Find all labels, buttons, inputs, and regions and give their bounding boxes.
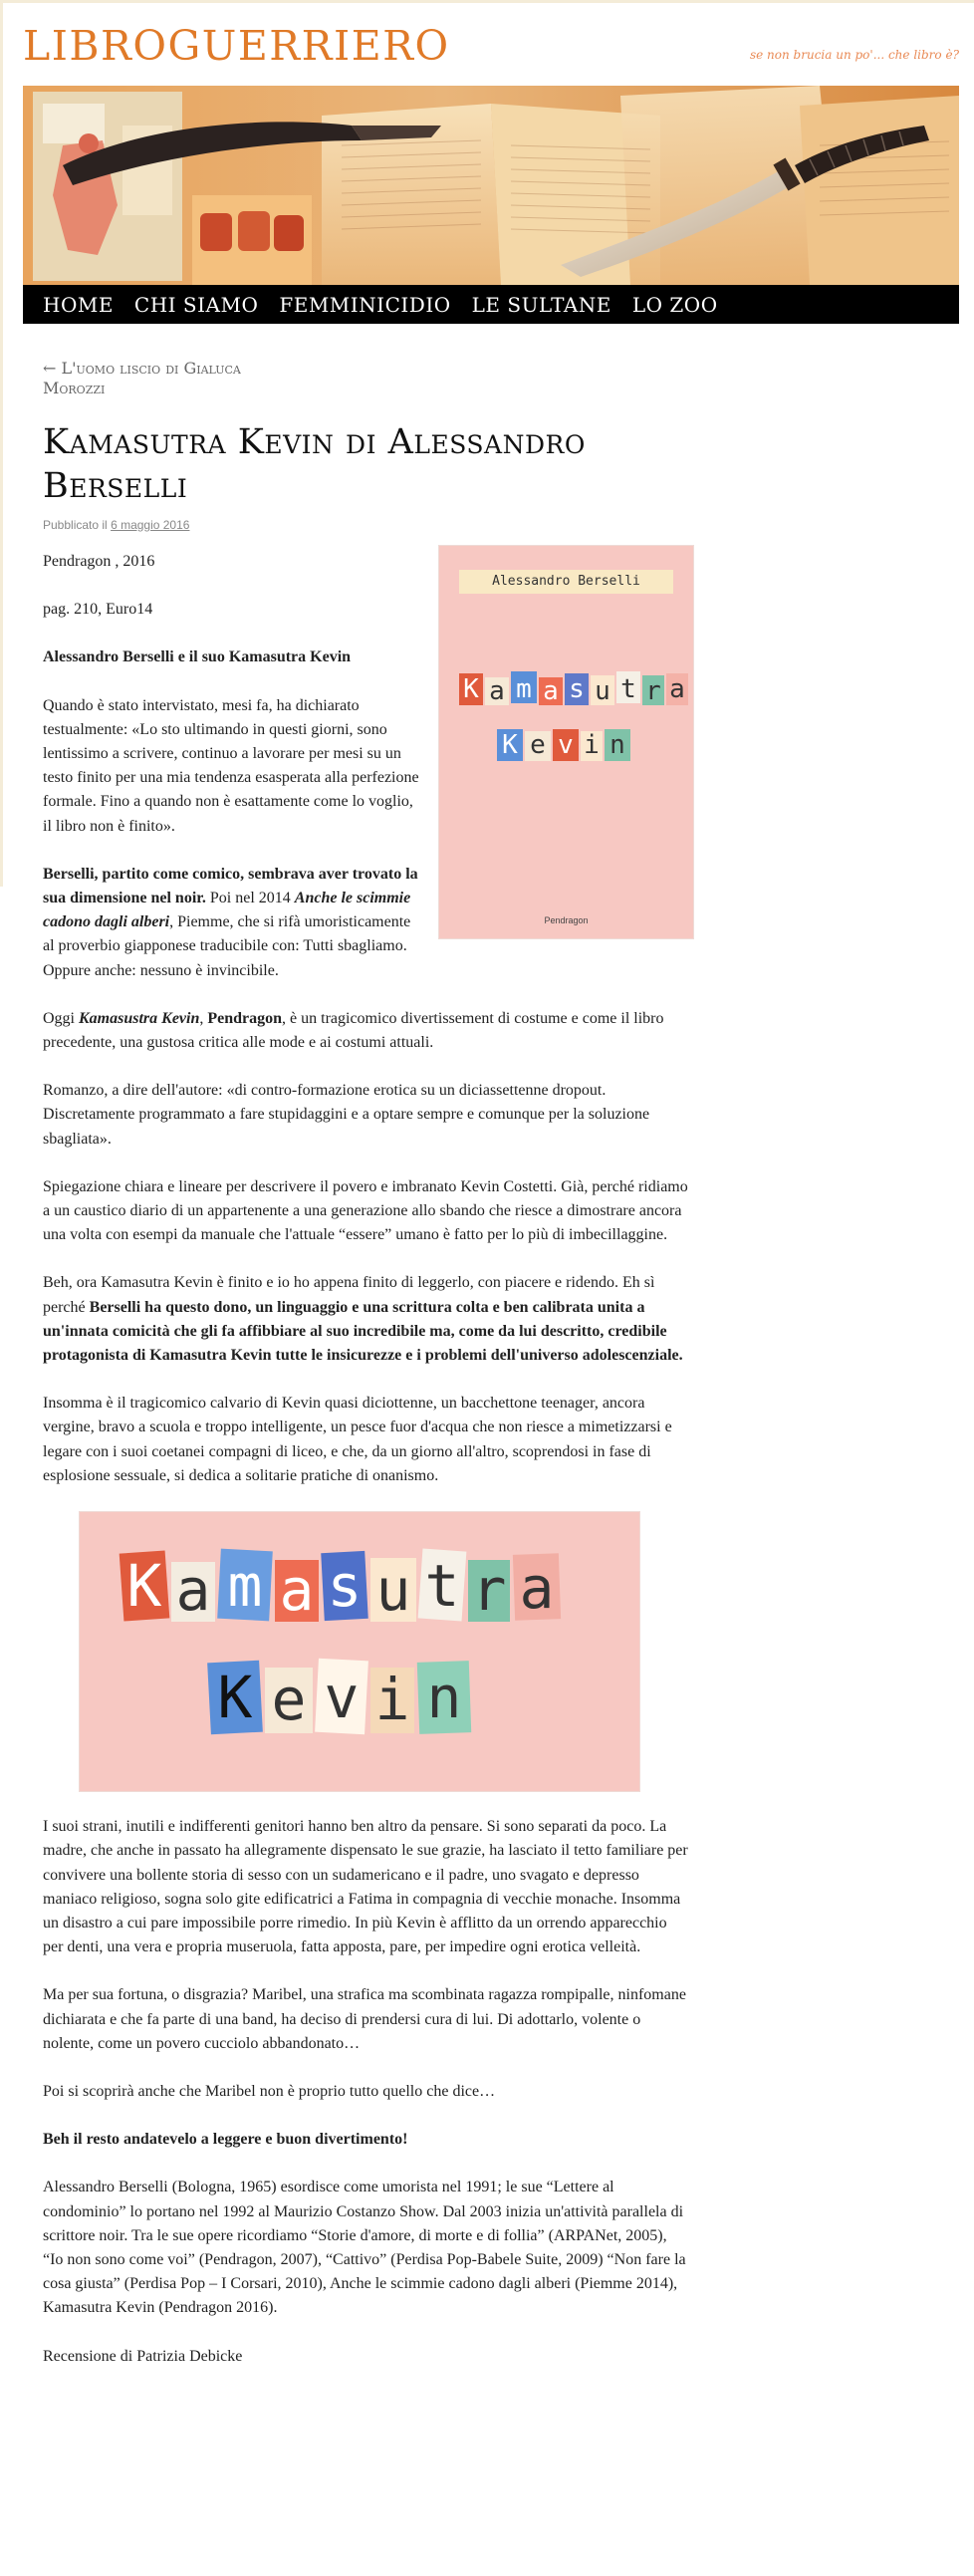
svg-text:K: K	[126, 1552, 162, 1621]
nav-item-femminicidio[interactable]: FEMMINICIDIO	[279, 292, 451, 317]
svg-text:s: s	[569, 674, 585, 704]
text-run: Poi nel 2014	[205, 890, 295, 907]
banner-illustration	[23, 86, 959, 285]
svg-text:r: r	[645, 676, 661, 706]
svg-text:t: t	[424, 1552, 460, 1621]
svg-text:i: i	[584, 730, 600, 760]
svg-text:r: r	[471, 1556, 507, 1625]
paragraph-interview: Quando è stato intervistato, mesi fa, ha dichiarato testualmente: «Lo sto ultimando in questi giorni, sono lentissimo a scrivere, continuo a lavorare per mesi su un testo finito per una mia tendenza esasperata alla perfezione formale. Fino a quando non è esattamente come lo voglio, il libro non è finito».	[43, 696, 419, 835]
paragraph-explanation: Spiegazione chiara e lineare per descrivere il povero e imbranato Kevin Costetti. Già, perché ridiamo a un caustico diario di un appartenente a una generazione allo sbando che riesce a dimostrare ancora una volta con esempi da manuale che l'attuale “essere” umano è fatto per lo più di imbecillaggine.	[43, 1177, 688, 1244]
book-cover-image	[439, 546, 693, 938]
cover-author: Alessandro Berselli	[459, 570, 673, 594]
svg-text:v: v	[324, 1664, 360, 1732]
page	[23, 0, 959, 2365]
bold-text: Berselli, partito come comico, sembrava aver trovato la sua dimensione nel noir.	[43, 865, 418, 907]
published-label: Pubblicato il	[43, 518, 108, 532]
paragraph-pages-price: pag. 210, Euro14	[43, 601, 153, 619]
text-run: Oggi	[43, 1009, 79, 1027]
site-title[interactable]: LIBROGUERRIERO	[23, 22, 450, 70]
svg-text:u: u	[595, 676, 610, 706]
paragraph-finished	[43, 1271, 690, 1368]
svg-text:n: n	[609, 730, 625, 760]
kamasutra-kevin-image	[80, 1512, 639, 1791]
main-navigation	[23, 285, 959, 324]
svg-text:a: a	[175, 1556, 211, 1625]
paragraph-today	[43, 1007, 690, 1055]
previous-post-link[interactable]: ← L'uomo liscio di Gialuca Morozzi	[43, 359, 241, 397]
svg-text:s: s	[327, 1552, 363, 1621]
svg-text:i: i	[374, 1666, 410, 1734]
site-tagline: se non brucia un po'... che libro è?	[749, 48, 959, 62]
bold-text: Pendragon	[207, 1009, 283, 1027]
paragraph-maribel: Ma per sua fortuna, o disgrazia? Maribel, una strafica ma scombinata ragazza rompipalle, ninfomane dichiarata e che fa parte di una band, ha deciso di prendersi cura di lui. Di adottarlo, volente o nolente, come un povero cucciolo abbandonato…	[43, 1986, 686, 2052]
post-content	[43, 359, 690, 2393]
nav-item-chi-siamo[interactable]: CHI SIAMO	[133, 292, 259, 317]
svg-text:a: a	[543, 676, 559, 706]
paragraph-review-credit: Recensione di Patrizia Debicke	[43, 2347, 243, 2365]
post-date-link[interactable]: 6 maggio 2016	[111, 518, 190, 532]
svg-text:u: u	[375, 1556, 411, 1625]
text-run: ,	[199, 1009, 208, 1027]
bold-text: Berselli ha questo dono, un linguaggio e una scrittura colta e ben calibrata unita a un'innata comicità che gli fa affibbiare al suo incredibile ma, come da lui descritto, credibile protagonista di Kamasutra Kevin tutte le insicurezze e i problemi dell'universo adolescenziale.	[43, 1298, 683, 1365]
svg-text:K: K	[217, 1664, 253, 1732]
text-run: , è un tragicomico divertissement di costume e come il libro precedente, una gustosa critica alle mode e ai costumi attuali.	[43, 1009, 664, 1052]
svg-text:m: m	[516, 674, 532, 704]
svg-text:a: a	[279, 1556, 315, 1625]
svg-text:n: n	[426, 1664, 462, 1732]
nav-item-home[interactable]: HOME	[43, 292, 114, 317]
text-run: Beh, ora Kamasutra Kevin è finito e io ho appena finito di leggerlo, con piacere e ridendo. Eh sì perché	[43, 1274, 655, 1316]
paragraph-enjoy	[43, 2128, 690, 2152]
post-body	[43, 550, 690, 2369]
cover-publisher: Pendragon	[544, 914, 589, 925]
svg-text:t: t	[620, 674, 636, 704]
svg-text:a: a	[519, 1554, 555, 1623]
paragraph-discovery: Poi si scoprirà anche che Maribel non è proprio tutto quello che dice…	[43, 2082, 496, 2100]
nav-item-lo-zoo[interactable]: LO ZOO	[631, 292, 718, 317]
nav-item-le-sultane[interactable]: LE SULTANE	[471, 292, 611, 317]
cover-letter: K	[463, 674, 479, 704]
post-title: Kamasutra Kevin di Alessandro Berselli	[43, 422, 586, 506]
svg-text:v: v	[558, 730, 574, 760]
header-banner-image	[23, 86, 959, 285]
site-header	[23, 0, 959, 86]
cover-title-art	[439, 546, 693, 938]
bold-text: Beh il resto andatevelo a leggere e buon divertimento!	[43, 2131, 408, 2149]
post-meta	[43, 518, 690, 532]
left-border	[0, 0, 3, 887]
svg-text:e: e	[271, 1666, 307, 1734]
svg-text:e: e	[530, 730, 546, 760]
svg-text:a: a	[489, 676, 505, 706]
svg-text:m: m	[227, 1552, 263, 1621]
paragraph-publisher: Pendragon , 2016	[43, 553, 155, 570]
heading-bold: Alessandro Berselli e il suo Kamasutra Kevin	[43, 648, 352, 666]
book-title-italic: Kamasustra Kevin	[79, 1009, 200, 1027]
svg-text:K: K	[502, 730, 518, 760]
paragraph-calvary: Insomma è il tragicomico calvario di Kevin quasi diciottenne, un bacchettone teenager, ancora vergine, bravo a scuola e troppo intelligente, un pesce fuor d'acqua che non riesce a mimetizzarsi e legare con i suoi coetanei compagni di liceo, e che, da un giorno all'altro, scoprendosi in fase di esplosione sessuale, si dedica a solitarie pratiche di onanismo.	[43, 1395, 672, 1484]
paragraph-author-bio: Alessandro Berselli (Bologna, 1965) esordisce come umorista nel 1991; le sue “Lettere al condominio” lo portano nel 1992 al Maurizio Costanzo Show. Dal 2003 inizia un'attività parallela di scrittore noir. Tra le sue opere ricordiamo “Storie d'amore, di morte e di follia” (ARPANet, 2005), “Io non sono come voi” (Pendragon, 2007), “Cattivo” (Perdisa Pop-Babele Suite, 2009) “Non fare la cosa giusta” (Perdisa Pop – I Corsari, 2010), Anche le scimmie cadono dagli alberi (Piemme 2014), Kamasutra Kevin (Pendragon 2016).	[43, 2179, 686, 2317]
paragraph-novel: Romanzo, a dire dell'autore: «di contro-formazione erotica su un diciassettenne dropout. Discretamente programmato a fare stupidaggini e a optare sempre e comunque per la soluzione sbagliata».	[43, 1082, 650, 1148]
text-run: , Piemme, che si rifà umoristicamente al proverbio giapponese traducibile con: Tutti sbagliamo. Oppure anche: nessuno è invincibile.	[43, 913, 411, 979]
paragraph-parents: I suoi strani, inutili e indifferenti genitori hanno ben altro da pensare. Si sono separati da poco. La madre, che anche in passato ha allegramente dispensato le sue grazie, ha lasciato il tetto familiare per convivere una bollente storia di sesso con un sudamericano e il padre, uno svagato e depresso maniaco religioso, sogna solo gite edificatrici a Fatima in compagnia di vecchie monache. Insomma un disastro a cui pare impossibile porre rimedio. In più Kevin è afflitto da un orrendo apparecchio per denti, una vera e propria museruola, fatta apposta, pare, per impedire ogni erotica velleità.	[43, 1818, 688, 1956]
svg-text:a: a	[669, 674, 685, 704]
book-title-italic: Anche le scimmie cadono dagli alberi	[43, 890, 411, 931]
